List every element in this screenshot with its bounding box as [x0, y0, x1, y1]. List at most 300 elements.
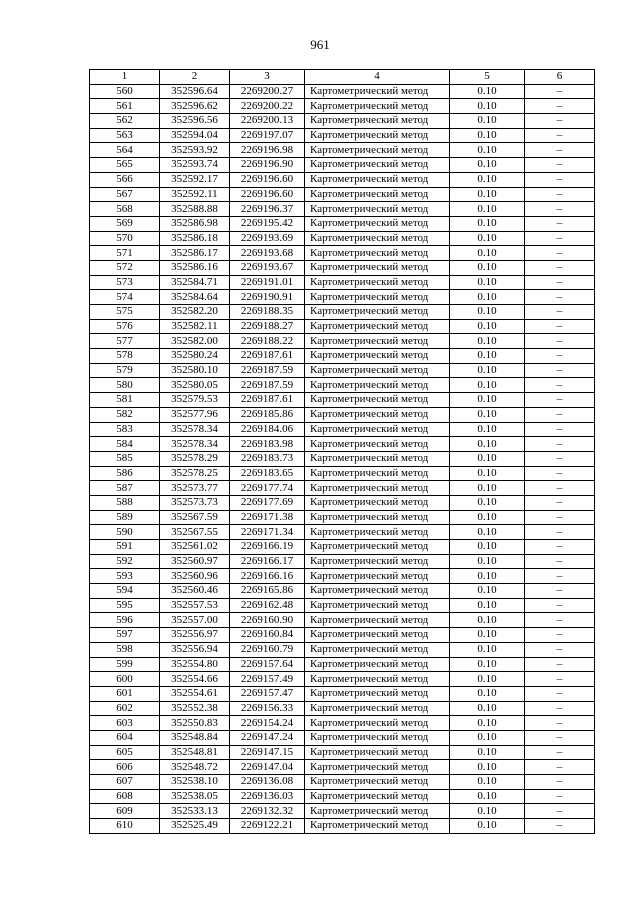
- accuracy-cell: 0.10: [450, 525, 525, 540]
- method-cell: Картометрический метод: [305, 672, 450, 687]
- point-number-cell: 583: [90, 422, 160, 437]
- accuracy-cell: 0.10: [450, 246, 525, 261]
- y-coordinate-cell: 2269166.19: [230, 540, 305, 555]
- method-cell: Картометрический метод: [305, 319, 450, 334]
- y-coordinate-cell: 2269147.04: [230, 760, 305, 775]
- point-number-cell: 594: [90, 584, 160, 599]
- table-row: [90, 319, 595, 334]
- note-cell: –: [525, 657, 595, 672]
- note-cell: –: [525, 495, 595, 510]
- y-coordinate-cell: 2269200.13: [230, 114, 305, 129]
- accuracy-cell: 0.10: [450, 393, 525, 408]
- x-coordinate-cell: 352561.02: [160, 540, 230, 555]
- table-row: [90, 672, 595, 687]
- table-header-row: [90, 70, 595, 85]
- method-cell: Картометрический метод: [305, 657, 450, 672]
- table-row: [90, 584, 595, 599]
- point-number-cell: 600: [90, 672, 160, 687]
- accuracy-cell: 0.10: [450, 598, 525, 613]
- point-number-cell: 591: [90, 540, 160, 555]
- y-coordinate-cell: 2269191.01: [230, 275, 305, 290]
- y-coordinate-cell: 2269188.35: [230, 305, 305, 320]
- table-row: [90, 363, 595, 378]
- x-coordinate-cell: 352556.97: [160, 628, 230, 643]
- x-coordinate-cell: 352593.92: [160, 143, 230, 158]
- accuracy-cell: 0.10: [450, 349, 525, 364]
- table-row: [90, 730, 595, 745]
- point-number-cell: 584: [90, 437, 160, 452]
- point-number-cell: 574: [90, 290, 160, 305]
- method-cell: Картометрический метод: [305, 569, 450, 584]
- x-coordinate-cell: 352548.84: [160, 730, 230, 745]
- table-row: [90, 628, 595, 643]
- point-number-cell: 564: [90, 143, 160, 158]
- note-cell: –: [525, 84, 595, 99]
- point-number-cell: 595: [90, 598, 160, 613]
- note-cell: –: [525, 510, 595, 525]
- table-row: [90, 613, 595, 628]
- y-coordinate-cell: 2269162.48: [230, 598, 305, 613]
- accuracy-cell: 0.10: [450, 319, 525, 334]
- table-row: [90, 686, 595, 701]
- accuracy-cell: 0.10: [450, 819, 525, 834]
- method-cell: Картометрический метод: [305, 481, 450, 496]
- x-coordinate-cell: 352582.11: [160, 319, 230, 334]
- method-cell: Картометрический метод: [305, 642, 450, 657]
- accuracy-cell: 0.10: [450, 510, 525, 525]
- column-header: 3: [230, 70, 305, 85]
- method-cell: Картометрический метод: [305, 172, 450, 187]
- note-cell: –: [525, 349, 595, 364]
- note-cell: –: [525, 128, 595, 143]
- point-number-cell: 567: [90, 187, 160, 202]
- table-row: [90, 290, 595, 305]
- y-coordinate-cell: 2269185.86: [230, 407, 305, 422]
- y-coordinate-cell: 2269157.47: [230, 686, 305, 701]
- point-number-cell: 561: [90, 99, 160, 114]
- method-cell: Картометрический метод: [305, 628, 450, 643]
- x-coordinate-cell: 352560.46: [160, 584, 230, 599]
- table-row: [90, 378, 595, 393]
- y-coordinate-cell: 2269190.91: [230, 290, 305, 305]
- y-coordinate-cell: 2269157.49: [230, 672, 305, 687]
- table-row: [90, 216, 595, 231]
- note-cell: –: [525, 99, 595, 114]
- column-header: 6: [525, 70, 595, 85]
- table-body: [90, 84, 595, 833]
- table-row: [90, 495, 595, 510]
- x-coordinate-cell: 352556.94: [160, 642, 230, 657]
- table-row: [90, 716, 595, 731]
- x-coordinate-cell: 352548.81: [160, 745, 230, 760]
- accuracy-cell: 0.10: [450, 657, 525, 672]
- y-coordinate-cell: 2269187.59: [230, 363, 305, 378]
- table-row: [90, 349, 595, 364]
- y-coordinate-cell: 2269193.68: [230, 246, 305, 261]
- point-number-cell: 599: [90, 657, 160, 672]
- x-coordinate-cell: 352592.11: [160, 187, 230, 202]
- note-cell: –: [525, 466, 595, 481]
- note-cell: –: [525, 290, 595, 305]
- point-number-cell: 604: [90, 730, 160, 745]
- accuracy-cell: 0.10: [450, 216, 525, 231]
- y-coordinate-cell: 2269196.90: [230, 158, 305, 173]
- x-coordinate-cell: 352552.38: [160, 701, 230, 716]
- x-coordinate-cell: 352548.72: [160, 760, 230, 775]
- y-coordinate-cell: 2269183.73: [230, 451, 305, 466]
- note-cell: –: [525, 378, 595, 393]
- method-cell: Картометрический метод: [305, 231, 450, 246]
- method-cell: Картометрический метод: [305, 275, 450, 290]
- table-row: [90, 407, 595, 422]
- y-coordinate-cell: 2269132.32: [230, 804, 305, 819]
- table-row: [90, 231, 595, 246]
- method-cell: Картометрический метод: [305, 407, 450, 422]
- accuracy-cell: 0.10: [450, 672, 525, 687]
- point-number-cell: 609: [90, 804, 160, 819]
- method-cell: Картометрический метод: [305, 451, 450, 466]
- x-coordinate-cell: 352584.71: [160, 275, 230, 290]
- accuracy-cell: 0.10: [450, 437, 525, 452]
- y-coordinate-cell: 2269147.24: [230, 730, 305, 745]
- note-cell: –: [525, 334, 595, 349]
- note-cell: –: [525, 260, 595, 275]
- accuracy-cell: 0.10: [450, 187, 525, 202]
- y-coordinate-cell: 2269122.21: [230, 819, 305, 834]
- x-coordinate-cell: 352550.83: [160, 716, 230, 731]
- method-cell: Картометрический метод: [305, 730, 450, 745]
- table-row: [90, 510, 595, 525]
- y-coordinate-cell: 2269154.24: [230, 716, 305, 731]
- note-cell: –: [525, 187, 595, 202]
- accuracy-cell: 0.10: [450, 760, 525, 775]
- table-row: [90, 143, 595, 158]
- method-cell: Картометрический метод: [305, 114, 450, 129]
- x-coordinate-cell: 352578.34: [160, 422, 230, 437]
- y-coordinate-cell: 2269177.74: [230, 481, 305, 496]
- table-row: [90, 305, 595, 320]
- note-cell: –: [525, 305, 595, 320]
- table-row: [90, 246, 595, 261]
- x-coordinate-cell: 352554.66: [160, 672, 230, 687]
- note-cell: –: [525, 628, 595, 643]
- table-row: [90, 466, 595, 481]
- method-cell: Картометрический метод: [305, 598, 450, 613]
- accuracy-cell: 0.10: [450, 231, 525, 246]
- accuracy-cell: 0.10: [450, 290, 525, 305]
- x-coordinate-cell: 352586.16: [160, 260, 230, 275]
- x-coordinate-cell: 352596.64: [160, 84, 230, 99]
- x-coordinate-cell: 352567.59: [160, 510, 230, 525]
- y-coordinate-cell: 2269193.67: [230, 260, 305, 275]
- accuracy-cell: 0.10: [450, 745, 525, 760]
- x-coordinate-cell: 352577.96: [160, 407, 230, 422]
- page-number: 961: [310, 37, 330, 52]
- note-cell: –: [525, 789, 595, 804]
- accuracy-cell: 0.10: [450, 363, 525, 378]
- method-cell: Картометрический метод: [305, 584, 450, 599]
- y-coordinate-cell: 2269200.22: [230, 99, 305, 114]
- y-coordinate-cell: 2269160.84: [230, 628, 305, 643]
- x-coordinate-cell: 352592.17: [160, 172, 230, 187]
- note-cell: –: [525, 481, 595, 496]
- table-row: [90, 701, 595, 716]
- note-cell: –: [525, 760, 595, 775]
- x-coordinate-cell: 352580.05: [160, 378, 230, 393]
- accuracy-cell: 0.10: [450, 804, 525, 819]
- table-row: [90, 598, 595, 613]
- note-cell: –: [525, 686, 595, 701]
- method-cell: Картометрический метод: [305, 701, 450, 716]
- table-row: [90, 642, 595, 657]
- accuracy-cell: 0.10: [450, 701, 525, 716]
- note-cell: –: [525, 672, 595, 687]
- accuracy-cell: 0.10: [450, 275, 525, 290]
- y-coordinate-cell: 2269187.61: [230, 349, 305, 364]
- method-cell: Картометрический метод: [305, 525, 450, 540]
- x-coordinate-cell: 352580.24: [160, 349, 230, 364]
- method-cell: Картометрический метод: [305, 393, 450, 408]
- x-coordinate-cell: 352525.49: [160, 819, 230, 834]
- point-number-cell: 606: [90, 760, 160, 775]
- accuracy-cell: 0.10: [450, 422, 525, 437]
- x-coordinate-cell: 352578.34: [160, 437, 230, 452]
- y-coordinate-cell: 2269196.60: [230, 187, 305, 202]
- y-coordinate-cell: 2269166.16: [230, 569, 305, 584]
- x-coordinate-cell: 352588.88: [160, 202, 230, 217]
- point-number-cell: 603: [90, 716, 160, 731]
- accuracy-cell: 0.10: [450, 84, 525, 99]
- table-row: [90, 745, 595, 760]
- note-cell: –: [525, 554, 595, 569]
- point-number-cell: 581: [90, 393, 160, 408]
- table-row: [90, 275, 595, 290]
- method-cell: Картометрический метод: [305, 187, 450, 202]
- point-number-cell: 601: [90, 686, 160, 701]
- x-coordinate-cell: 352586.18: [160, 231, 230, 246]
- method-cell: Картометрический метод: [305, 143, 450, 158]
- y-coordinate-cell: 2269183.98: [230, 437, 305, 452]
- column-header: 4: [305, 70, 450, 85]
- point-number-cell: 596: [90, 613, 160, 628]
- note-cell: –: [525, 172, 595, 187]
- point-number-cell: 568: [90, 202, 160, 217]
- method-cell: Картометрический метод: [305, 158, 450, 173]
- accuracy-cell: 0.10: [450, 495, 525, 510]
- y-coordinate-cell: 2269171.34: [230, 525, 305, 540]
- note-cell: –: [525, 114, 595, 129]
- point-number-cell: 572: [90, 260, 160, 275]
- note-cell: –: [525, 745, 595, 760]
- method-cell: Картометрический метод: [305, 99, 450, 114]
- method-cell: Картометрический метод: [305, 128, 450, 143]
- point-number-cell: 562: [90, 114, 160, 129]
- method-cell: Картометрический метод: [305, 540, 450, 555]
- y-coordinate-cell: 2269136.08: [230, 775, 305, 790]
- x-coordinate-cell: 352560.96: [160, 569, 230, 584]
- method-cell: Картометрический метод: [305, 202, 450, 217]
- point-number-cell: 592: [90, 554, 160, 569]
- point-number-cell: 576: [90, 319, 160, 334]
- y-coordinate-cell: 2269193.69: [230, 231, 305, 246]
- method-cell: Картометрический метод: [305, 422, 450, 437]
- y-coordinate-cell: 2269136.03: [230, 789, 305, 804]
- table-row: [90, 819, 595, 834]
- x-coordinate-cell: 352596.62: [160, 99, 230, 114]
- x-coordinate-cell: 352582.00: [160, 334, 230, 349]
- method-cell: Картометрический метод: [305, 305, 450, 320]
- note-cell: –: [525, 393, 595, 408]
- accuracy-cell: 0.10: [450, 628, 525, 643]
- method-cell: Картометрический метод: [305, 378, 450, 393]
- y-coordinate-cell: 2269165.86: [230, 584, 305, 599]
- point-number-cell: 563: [90, 128, 160, 143]
- coordinates-table: [89, 69, 595, 834]
- table-row: [90, 187, 595, 202]
- accuracy-cell: 0.10: [450, 172, 525, 187]
- note-cell: –: [525, 775, 595, 790]
- table-row: [90, 260, 595, 275]
- note-cell: –: [525, 202, 595, 217]
- y-coordinate-cell: 2269160.90: [230, 613, 305, 628]
- accuracy-cell: 0.10: [450, 378, 525, 393]
- column-header: 5: [450, 70, 525, 85]
- point-number-cell: 610: [90, 819, 160, 834]
- method-cell: Картометрический метод: [305, 686, 450, 701]
- point-number-cell: 590: [90, 525, 160, 540]
- table-row: [90, 789, 595, 804]
- x-coordinate-cell: 352579.53: [160, 393, 230, 408]
- x-coordinate-cell: 352586.17: [160, 246, 230, 261]
- method-cell: Картометрический метод: [305, 437, 450, 452]
- accuracy-cell: 0.10: [450, 584, 525, 599]
- note-cell: –: [525, 584, 595, 599]
- table-row: [90, 804, 595, 819]
- method-cell: Картометрический метод: [305, 363, 450, 378]
- y-coordinate-cell: 2269196.98: [230, 143, 305, 158]
- method-cell: Картометрический метод: [305, 745, 450, 760]
- method-cell: Картометрический метод: [305, 260, 450, 275]
- method-cell: Картометрический метод: [305, 760, 450, 775]
- y-coordinate-cell: 2269195.42: [230, 216, 305, 231]
- x-coordinate-cell: 352573.73: [160, 495, 230, 510]
- point-number-cell: 593: [90, 569, 160, 584]
- note-cell: –: [525, 819, 595, 834]
- note-cell: –: [525, 540, 595, 555]
- accuracy-cell: 0.10: [450, 540, 525, 555]
- point-number-cell: 607: [90, 775, 160, 790]
- note-cell: –: [525, 613, 595, 628]
- accuracy-cell: 0.10: [450, 305, 525, 320]
- table-row: [90, 760, 595, 775]
- accuracy-cell: 0.10: [450, 128, 525, 143]
- note-cell: –: [525, 437, 595, 452]
- accuracy-cell: 0.10: [450, 686, 525, 701]
- y-coordinate-cell: 2269157.64: [230, 657, 305, 672]
- x-coordinate-cell: 352580.10: [160, 363, 230, 378]
- accuracy-cell: 0.10: [450, 407, 525, 422]
- table-row: [90, 334, 595, 349]
- point-number-cell: 605: [90, 745, 160, 760]
- method-cell: Картометрический метод: [305, 554, 450, 569]
- note-cell: –: [525, 642, 595, 657]
- note-cell: –: [525, 231, 595, 246]
- note-cell: –: [525, 319, 595, 334]
- note-cell: –: [525, 525, 595, 540]
- y-coordinate-cell: 2269188.22: [230, 334, 305, 349]
- accuracy-cell: 0.10: [450, 775, 525, 790]
- y-coordinate-cell: 2269196.60: [230, 172, 305, 187]
- y-coordinate-cell: 2269200.27: [230, 84, 305, 99]
- y-coordinate-cell: 2269171.38: [230, 510, 305, 525]
- x-coordinate-cell: 352554.61: [160, 686, 230, 701]
- point-number-cell: 560: [90, 84, 160, 99]
- x-coordinate-cell: 352557.00: [160, 613, 230, 628]
- table-row: [90, 202, 595, 217]
- y-coordinate-cell: 2269196.37: [230, 202, 305, 217]
- point-number-cell: 588: [90, 495, 160, 510]
- method-cell: Картометрический метод: [305, 804, 450, 819]
- point-number-cell: 566: [90, 172, 160, 187]
- note-cell: –: [525, 363, 595, 378]
- point-number-cell: 586: [90, 466, 160, 481]
- method-cell: Картометрический метод: [305, 466, 450, 481]
- y-coordinate-cell: 2269184.06: [230, 422, 305, 437]
- note-cell: –: [525, 216, 595, 231]
- note-cell: –: [525, 730, 595, 745]
- method-cell: Картометрический метод: [305, 789, 450, 804]
- table-row: [90, 481, 595, 496]
- x-coordinate-cell: 352596.56: [160, 114, 230, 129]
- point-number-cell: 597: [90, 628, 160, 643]
- note-cell: –: [525, 275, 595, 290]
- point-number-cell: 587: [90, 481, 160, 496]
- point-number-cell: 577: [90, 334, 160, 349]
- note-cell: –: [525, 158, 595, 173]
- accuracy-cell: 0.10: [450, 716, 525, 731]
- y-coordinate-cell: 2269187.59: [230, 378, 305, 393]
- method-cell: Картометрический метод: [305, 775, 450, 790]
- accuracy-cell: 0.10: [450, 466, 525, 481]
- method-cell: Картометрический метод: [305, 216, 450, 231]
- table-row: [90, 128, 595, 143]
- y-coordinate-cell: 2269188.27: [230, 319, 305, 334]
- y-coordinate-cell: 2269147.15: [230, 745, 305, 760]
- y-coordinate-cell: 2269160.79: [230, 642, 305, 657]
- note-cell: –: [525, 598, 595, 613]
- point-number-cell: 585: [90, 451, 160, 466]
- x-coordinate-cell: 352573.77: [160, 481, 230, 496]
- point-number-cell: 579: [90, 363, 160, 378]
- point-number-cell: 589: [90, 510, 160, 525]
- accuracy-cell: 0.10: [450, 481, 525, 496]
- note-cell: –: [525, 451, 595, 466]
- x-coordinate-cell: 352593.74: [160, 158, 230, 173]
- y-coordinate-cell: 2269197.07: [230, 128, 305, 143]
- point-number-cell: 571: [90, 246, 160, 261]
- point-number-cell: 582: [90, 407, 160, 422]
- point-number-cell: 608: [90, 789, 160, 804]
- note-cell: –: [525, 246, 595, 261]
- table-row: [90, 657, 595, 672]
- note-cell: –: [525, 422, 595, 437]
- accuracy-cell: 0.10: [450, 158, 525, 173]
- x-coordinate-cell: 352560.97: [160, 554, 230, 569]
- method-cell: Картометрический метод: [305, 495, 450, 510]
- method-cell: Картометрический метод: [305, 510, 450, 525]
- method-cell: Картометрический метод: [305, 349, 450, 364]
- note-cell: –: [525, 716, 595, 731]
